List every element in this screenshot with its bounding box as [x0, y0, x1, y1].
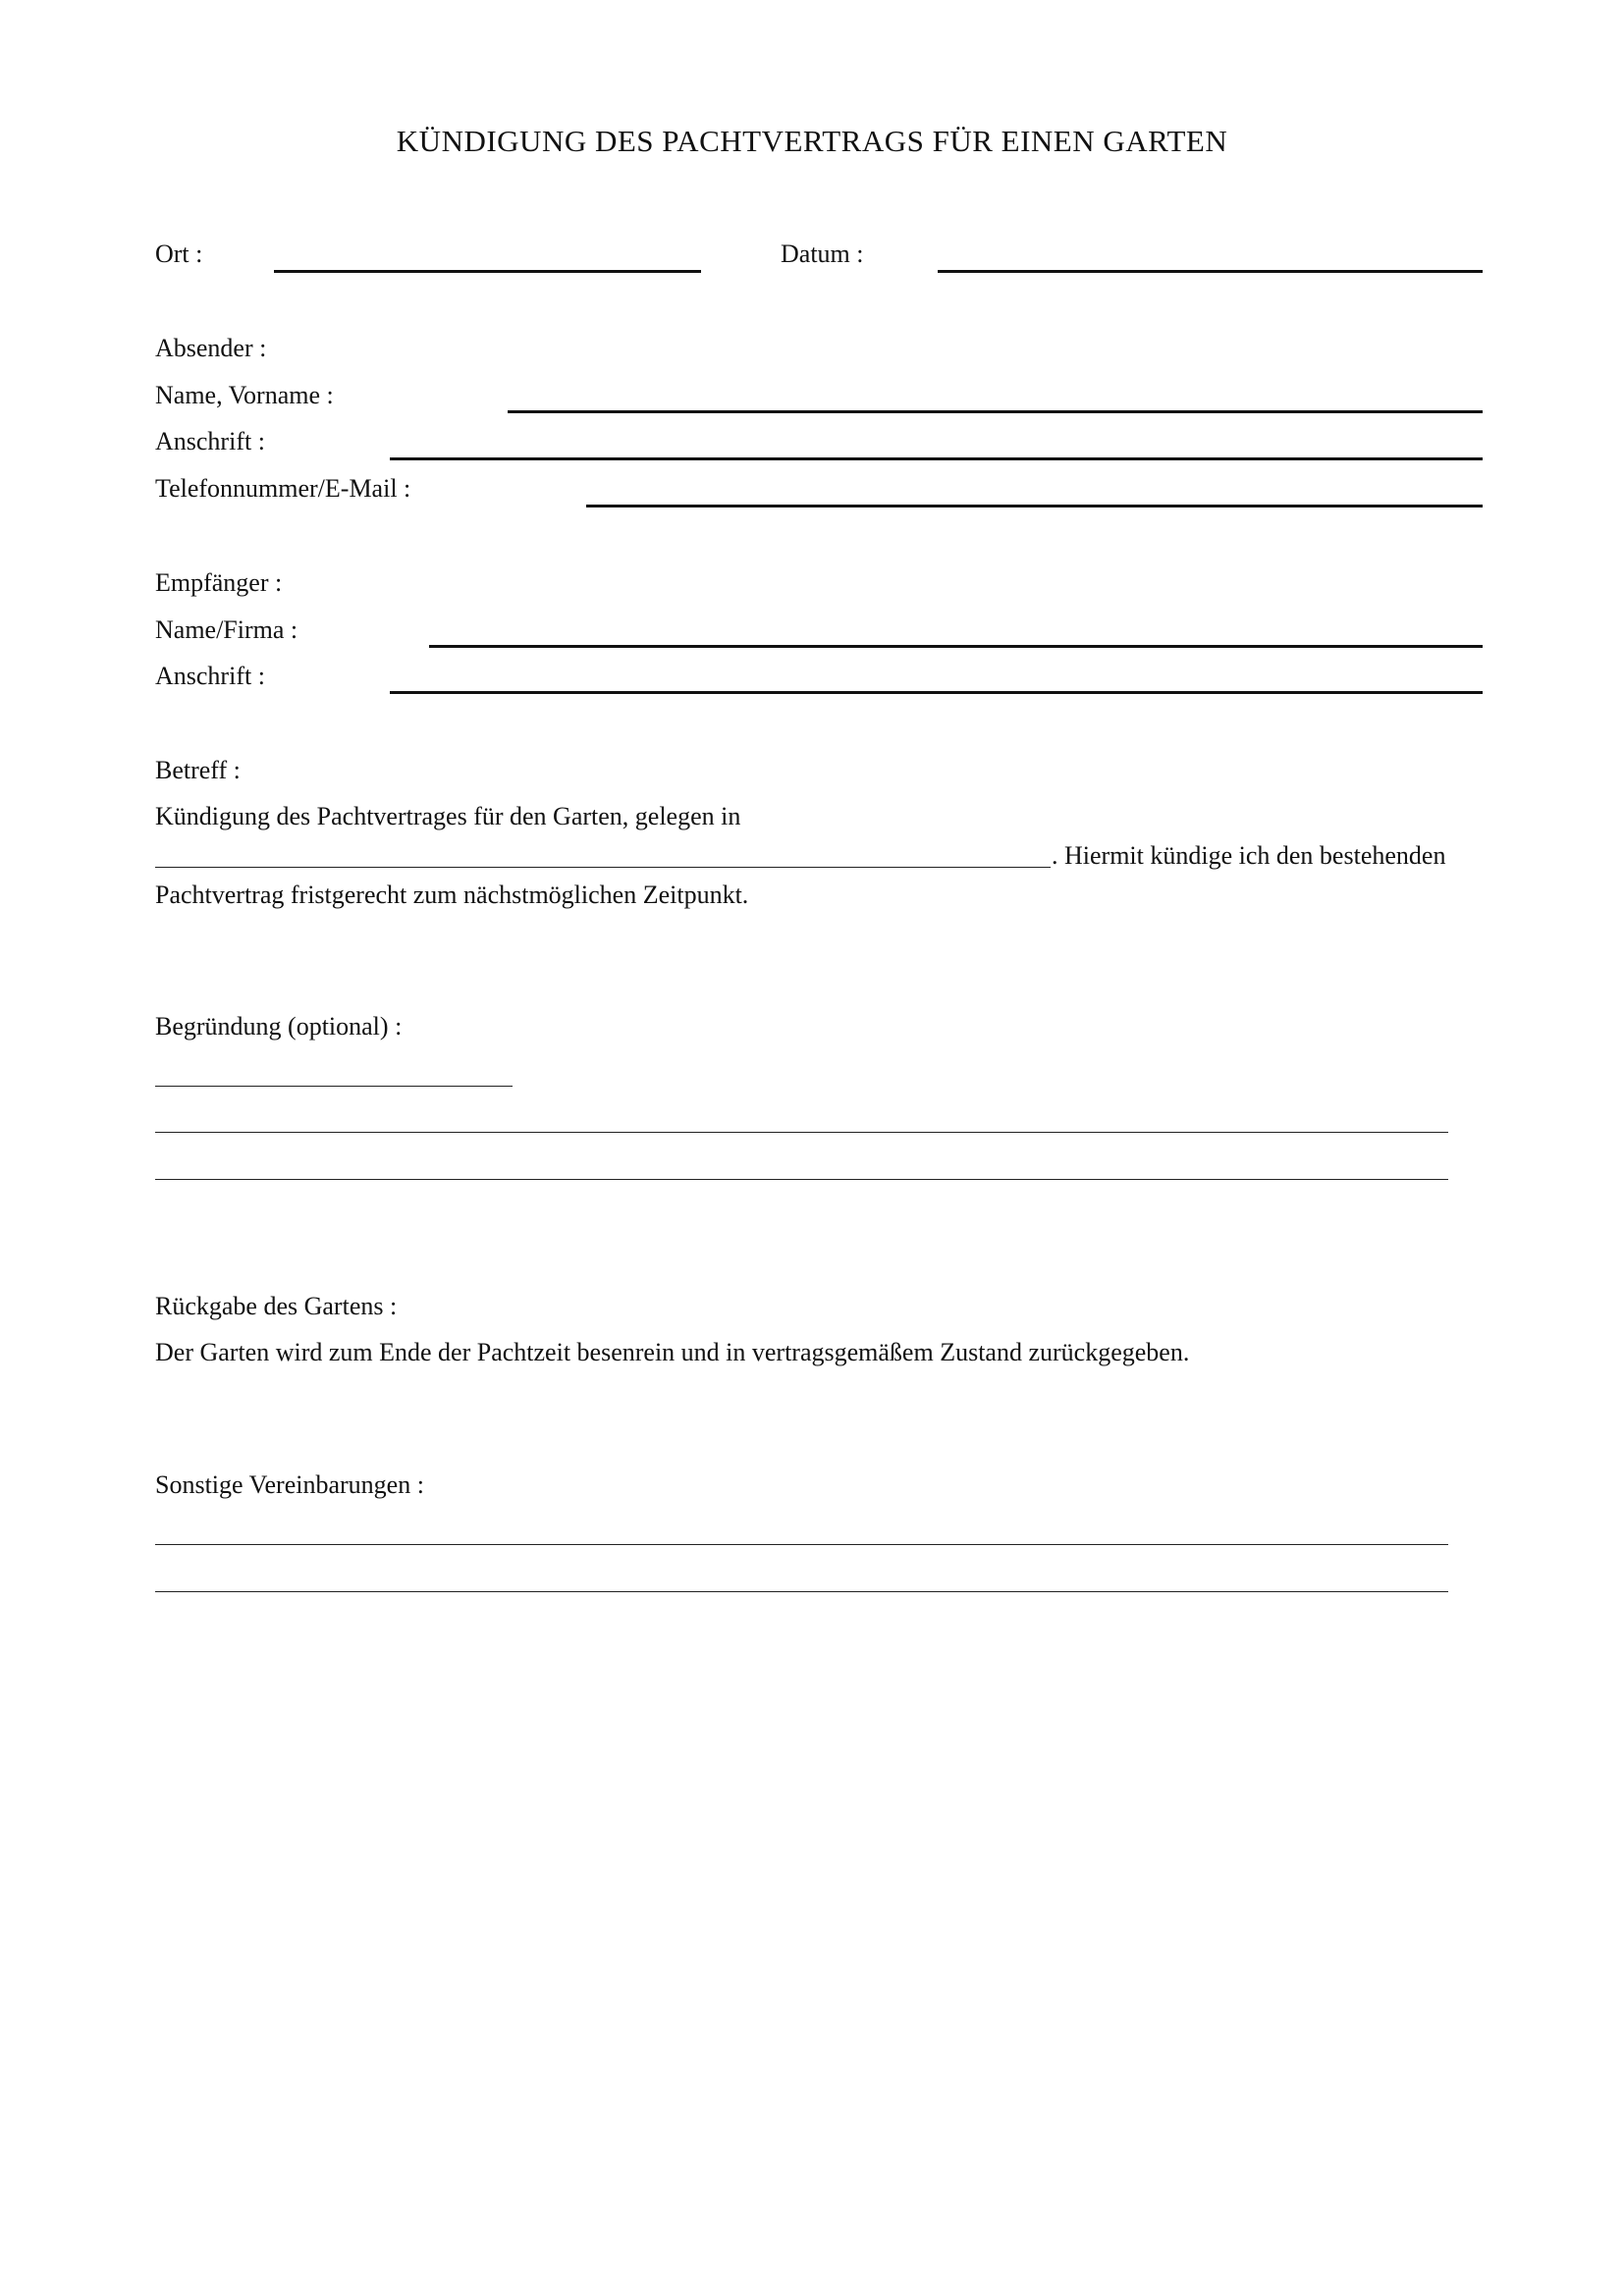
sender-address-label: Anschrift :	[155, 427, 265, 455]
subject-line-2-suffix: . Hiermit kündige ich den bestehenden	[1052, 841, 1446, 870]
recipient-name-field-line[interactable]	[429, 645, 1483, 648]
ort-field-line[interactable]	[274, 270, 701, 273]
return-text: Der Garten wird zum Ende der Pachtzeit besenrein und in vertragsgemäßem Zustand zurückgegeben.	[155, 1338, 1190, 1366]
reason-field-line-1[interactable]	[155, 1086, 513, 1087]
other-heading: Sonstige Vereinbarungen :	[155, 1470, 424, 1499]
sender-address-field-line[interactable]	[390, 457, 1483, 460]
reason-field-line-2[interactable]	[155, 1132, 1448, 1133]
subject-heading: Betreff :	[155, 756, 241, 784]
sender-contact-label: Telefonnummer/E-Mail :	[155, 474, 411, 503]
other-field-line-2[interactable]	[155, 1591, 1448, 1592]
ort-label: Ort :	[155, 240, 203, 268]
recipient-name-label: Name/Firma :	[155, 615, 298, 644]
sender-contact-field-line[interactable]	[586, 505, 1483, 507]
subject-line-1: Kündigung des Pachtvertrages für den Garten, gelegen in	[155, 802, 741, 830]
reason-field-line-3[interactable]	[155, 1179, 1448, 1180]
subject-location-field-line[interactable]	[155, 867, 1051, 868]
reason-heading: Begründung (optional) :	[155, 1012, 403, 1041]
datum-field-line[interactable]	[938, 270, 1483, 273]
document-title: KÜNDIGUNG DES PACHTVERTRAGS FÜR EINEN GARTEN	[396, 124, 1228, 158]
sender-heading: Absender :	[155, 334, 267, 362]
datum-label: Datum :	[781, 240, 864, 268]
recipient-heading: Empfänger :	[155, 568, 283, 597]
recipient-address-field-line[interactable]	[390, 691, 1483, 694]
sender-name-field-line[interactable]	[508, 410, 1483, 413]
subject-line-3: Pachtvertrag fristgerecht zum nächstmöglichen Zeitpunkt.	[155, 881, 749, 909]
return-heading: Rückgabe des Gartens :	[155, 1292, 398, 1320]
recipient-address-label: Anschrift :	[155, 662, 265, 690]
other-field-line-1[interactable]	[155, 1544, 1448, 1545]
sender-name-label: Name, Vorname :	[155, 381, 334, 409]
